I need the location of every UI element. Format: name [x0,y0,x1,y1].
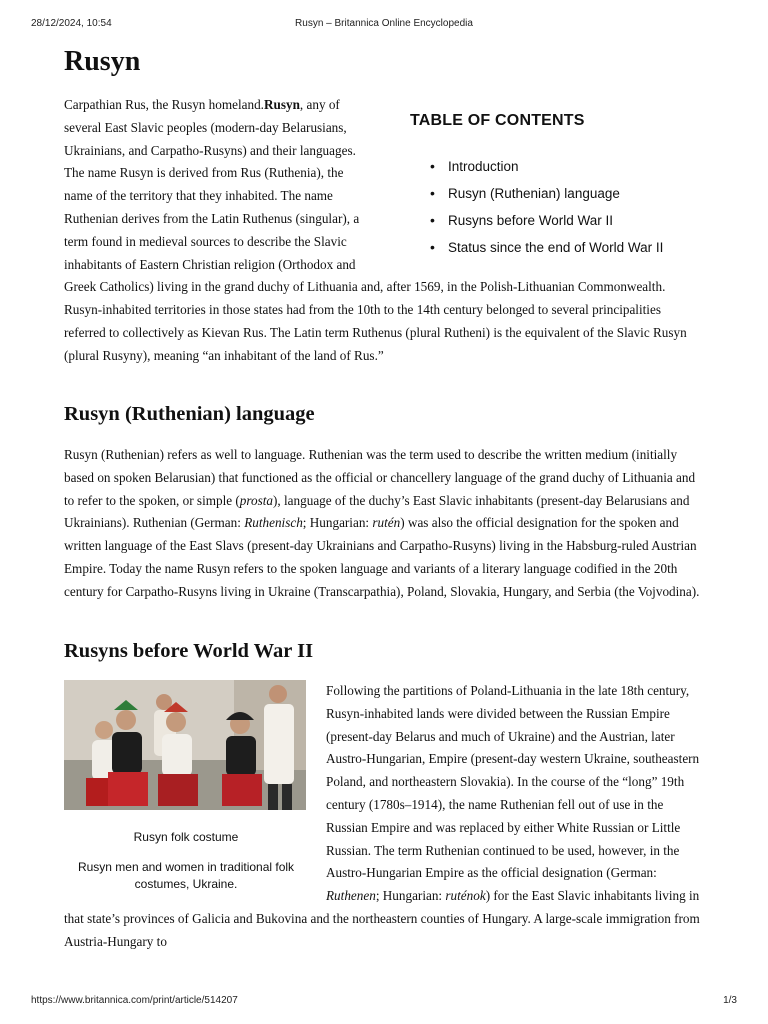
toc-link[interactable]: Rusyn (Ruthenian) language [448,185,620,201]
toc-item-before-ww2[interactable] [448,207,710,234]
toc-list [410,153,710,261]
toc-link[interactable]: Introduction [448,158,519,174]
before-ww2-section [64,680,706,954]
text-run: ), language of the duchy’s East Slavic inhabitants (present-day Belarusians and Ukrainians). Ruthenian (German: [64,492,690,531]
text-run: ) was also the official designation for the spoken and written language of the East Slavs (present-day Ukrainians and Carpatho-Rusyns) living in the Habsburg-ruled Austrian Empire. Today the name Rusyn refers to the spoken language and variants of a literary language codified in the 20th century for Carpatho-Rusyns living in Ukraine (Transcarpathia), Poland, Slovakia, Hungary, and Serbia (the Vojvodina). [64,515,700,599]
text-run-italic: rutén [372,515,401,531]
text-run-italic: ruténok [445,888,486,904]
toc-item-introduction[interactable] [448,153,710,180]
intro-text: , any of several East Slavic peoples (modern-day Belarusians, Ukrainians, and Carpatho-Rusyns) and their languages. The name Rusyn is derived from Rus (Ruthenia), the name of the territory that they inhabited. The name Ruthenian derives from the Latin Ruthenus (singular), a term found in medieval sources to describe the Slavic inhabitants of Eastern Christian religion (Orthodox and Greek Catholics) living in the grand duchy of Lithuania and, after 1569, in the Polish-Lithuanian Commonwealth. Rusyn-inhabited territories in those states had from the 10th to the 14th century belonged to several principalities referred to collectively as Kievan Rus. The Latin term Ruthenus (plural Rutheni) is the equivalent of the Slavic Rusyn (plural Rusyny), meaning “an inhabitant of the land of Rus.” [64,97,687,363]
text-run-italic: Ruthenisch [244,515,303,531]
text-run-italic: Ruthenen [326,888,376,904]
heading-before-ww2: Rusyns before World War II [64,640,314,662]
intro-section [64,94,704,368]
text-run: ; Hungarian: [375,888,446,904]
figure-caption: Rusyn folk costume [133,830,239,844]
print-page-number: 1/3 [723,995,737,1006]
table-of-contents [410,94,710,261]
heading-language: Rusyn (Ruthenian) language [64,403,315,425]
text-run: ) for the East Slavic inhabitants living in that state’s provinces of Galicia and Bukovina and the northeastern counties of Hungary. A large-scale immigration from Austria-Hungary to [64,888,700,949]
toc-link[interactable]: Status since the end of World War II [448,239,664,255]
print-page-title: Rusyn – Britannica Online Encyclopedia [295,18,473,29]
toc-item-since-ww2[interactable] [448,234,710,261]
text-run: ; Hungarian: [302,515,373,531]
toc-item-language[interactable] [448,180,710,207]
page-title: Rusyn [64,46,141,77]
folk-costume-photo[interactable] [64,680,306,810]
print-url[interactable]: https://www.britannica.com/print/article/514207 [31,995,238,1006]
figure-description: Rusyn men and women in traditional folk costumes, Ukraine. [77,859,295,891]
intro-lead: Carpathian Rus, the Rusyn homeland. [64,97,264,112]
toc-title: TABLE OF CONTENTS [410,112,585,129]
toc-link[interactable]: Rusyns before World War II [448,212,614,228]
folk-costume-illustration [64,680,306,810]
language-paragraph [64,444,706,604]
text-run-italic: prosta [239,492,274,508]
text-run: Rusyn (Ruthenian) refers as well to language. Ruthenian was the term used to describe the written medium (initially based on spoken Belarusian) that functioned as the official or chancellery language of the grand duchy of Lithuania and to refer to the spoken, or simple ( [64,447,696,508]
print-datetime: 28/12/2024, 10:54 [31,18,112,29]
text-run: Following the partitions of Poland-Lithuania in the late 18th century, Rusyn-inhabited lands were divided between the Russian Empire (present-day Belarus and much of Ukraine) and the Austrian, later Austro-Hungarian, Empire (present-day western Ukraine, southeastern Poland, and northeastern Slovakia). In the course of the “long” 19th century (1780s–1914), the name Ruthenian fell out of use in the Russian Empire and was replaced by either White Russian or Little Russian. The term Ruthenian continued to be used, however, in the Austro-Hungarian Empire as the official designation (German: [326,683,700,881]
intro-term: Rusyn [263,97,300,112]
figure [64,680,308,893]
